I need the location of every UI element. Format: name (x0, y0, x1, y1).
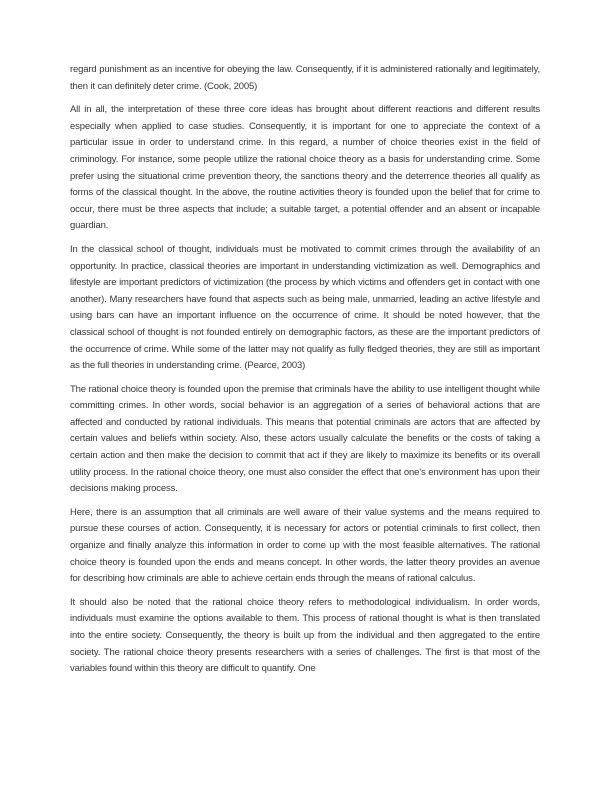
paragraph: regard punishment as an incentive for obeying the law. Consequently, if it is administered rationally and legitimately, then it can definitely deter crime. (Cook, 2005) (70, 64, 540, 92)
paragraph: In the classical school of thought, individuals must be motivated to commit crimes through the availability of an opportunity. In practice, classical theories are important in understanding victimization as well. Demographics and lifestyle are important predictors of victimization (the process by which victims and offenders get in contact with one another). Many researchers have found that aspects such as being male, unmarried, leading an active lifestyle and using bars can have an important influence on the occurrence of crime. It should be noted however, that the classical school of thought is not founded entirely on demographic factors, as these are the important predictors of the occurrence of crime. While some of the latter may not qualify as fully fledged theories, they are still as important as the full theories in understanding crime. (Pearce, 2003) (70, 243, 540, 372)
paragraph: It should also be noted that the rational choice theory refers to methodological individualism. In order words, individuals must examine the options available to them. This process of rational thought is what is then translated into the entire society. Consequently, the theory is built up from the individual and then aggregated to the entire society. The rational choice theory presents researchers with a series of challenges. The first is that most of the variables found within this theory are difficult to quantify. One (70, 596, 540, 675)
paragraph: The rational choice theory is founded upon the premise that criminals have the ability to use intelligent thought while committing crimes. In other words, social behavior is an aggregation of a series of behavioral actions that are affected and conducted by rational individuals. This means that potential criminals are actors that are affected by certain values and beliefs within society. Also, these actors usually calculate the benefits or the costs of taking a certain action and then make the decision to commit that act if they are likely to maximize its benefits or its overall utility process. In the rational choice theory, one must also consider the effect that one's environment has upon their decisions making process. (70, 383, 540, 495)
paragraph: Here, there is an assumption that all criminals are well aware of their value systems and the means required to pursue these courses of action. Consequently, it is necessary for actors or potential criminals to first collect, then organize and finally analyze this information in order to come up with the most feasible alternatives. The rational choice theory is founded upon the ends and means concept. In other words, the latter theory provides an avenue for describing how criminals are able to achieve certain ends through the means of rational calculus. (70, 506, 540, 585)
paragraph: All in all, the interpretation of these three core ideas has brought about different reactions and different results especially when applied to case studies. Consequently, it is important for one to appreciate the context of a particular issue in order to understand crime. In this regard, a number of choice theories exist in the field of criminology. For instance, some people utilize the rational choice theory as a basis for understanding crime. Some prefer using the situational crime prevention theory, the sanctions theory and the deterrence theories all qualify as forms of the classical thought. In the above, the routine activities theory is founded upon the belief that for crime to occur, there must be three aspects that include; a suitable target, a potential offender and an absent or incapable guardian. (70, 104, 540, 232)
page-text-block (70, 62, 540, 685)
